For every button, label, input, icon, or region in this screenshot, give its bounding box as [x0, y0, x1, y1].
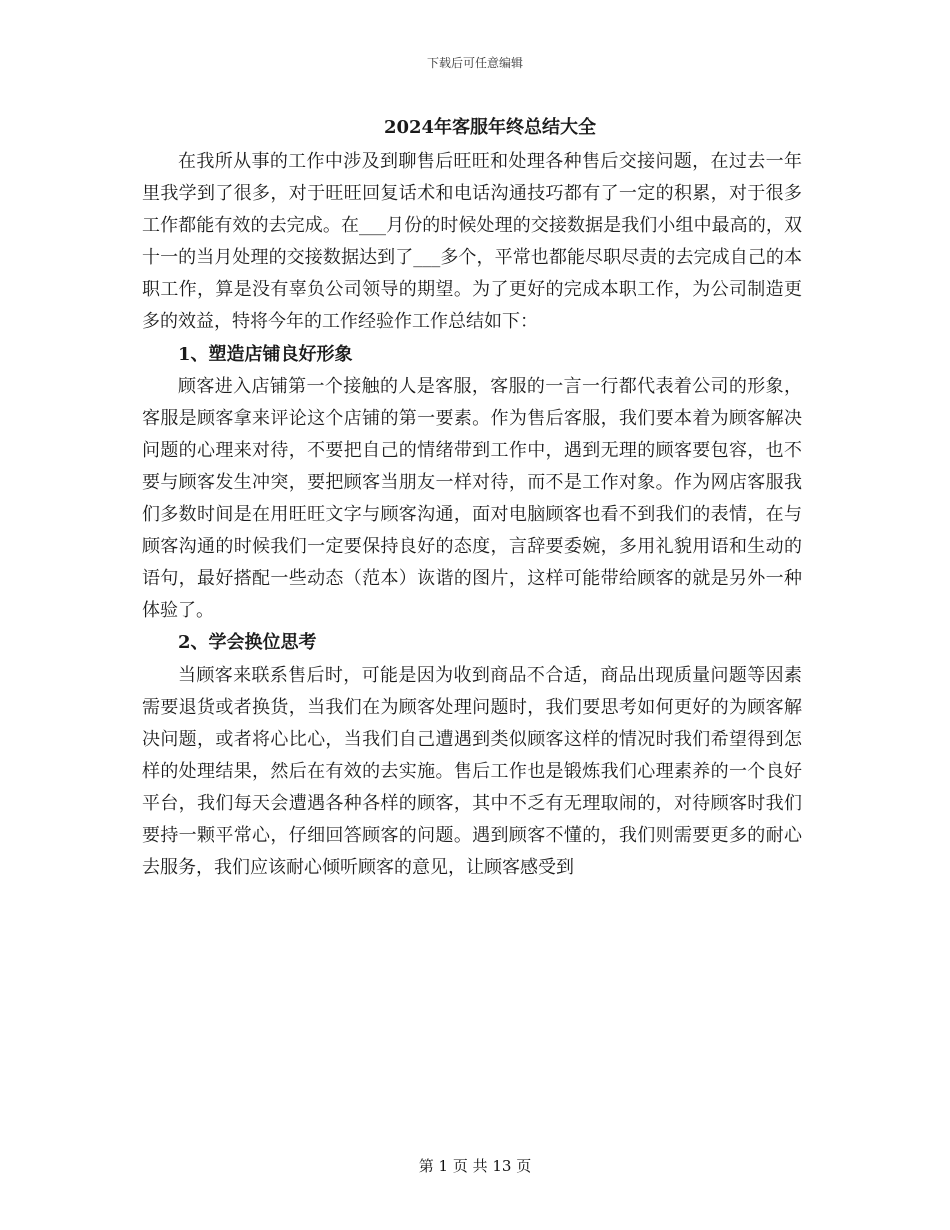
- section-heading-1: 1、塑造店铺良好形象: [178, 343, 353, 365]
- document-title: 2024年客服年终总结大全: [383, 117, 597, 138]
- page-header-note: 下载后可任意编辑: [426, 56, 523, 70]
- intro-paragraph: 在我所从事的工作中涉及到聊售后旺旺和处理各种售后交接问题，在过去一年里我学到了很多，对于旺旺回复话术和电话沟通技巧都有了一定的积累，对于很多工作都能有效的去完成。在___月份的时候处理的交接数据是我们小组中最高的，双十一的当月处理的交接数据达到了___多个，平常也都能尽职尽责的去完成自己的本职工作，算是没有辜负公司领导的期望。为了更好的完成本职工作，为公司制造更多的效益，特将今年的工作经验作工作总结如下：: [142, 151, 802, 333]
- section-2-paragraph: 当顾客来联系售后时，可能是因为收到商品不合适，商品出现质量问题等因素需要退货或者换货，当我们在为顾客处理问题时，我们要思考如何更好的为顾客解决问题，或者将心比心，当我们自己遭遇到类似顾客这样的情况时我们希望得到怎样的处理结果，然后在有效的去实施。售后工作也是锻炼我们心理素养的一个良好平台，我们每天会遭遇各种各样的顾客，其中不乏有无理取闹的，对待顾客时我们要持一颗平常心，仔细回答顾客的问题。遇到顾客不懂的，我们则需要更多的耐心去服务，我们应该耐心倾听顾客的意见，让顾客感受到: [142, 664, 802, 879]
- section-1-paragraph: 顾客进入店铺第一个接触的人是客服，客服的一言一行都代表着公司的形象，客服是顾客拿来评论这个店铺的第一要素。作为售后客服，我们要本着为顾客解决问题的心理来对待，不要把自己的情绪带到工作中，遇到无理的顾客要包容，也不要与顾客发生冲突，要把顾客当朋友一样对待，而不是工作对象。作为网店客服我们多数时间是在用旺旺文字与顾客沟通，面对电脑顾客也看不到我们的表情，在与顾客沟通的时候我们一定要保持良好的态度，言辞要委婉，多用礼貌用语和生动的语句，最好搭配一些动态（范本）诙谐的图片，这样可能带给顾客的就是另外一种体验了。: [142, 375, 802, 622]
- document-body: [142, 110, 802, 884]
- section-heading-2: 2、学会换位思考: [178, 632, 317, 654]
- page-number-footer: 第 1 页 共 13 页: [418, 1157, 532, 1175]
